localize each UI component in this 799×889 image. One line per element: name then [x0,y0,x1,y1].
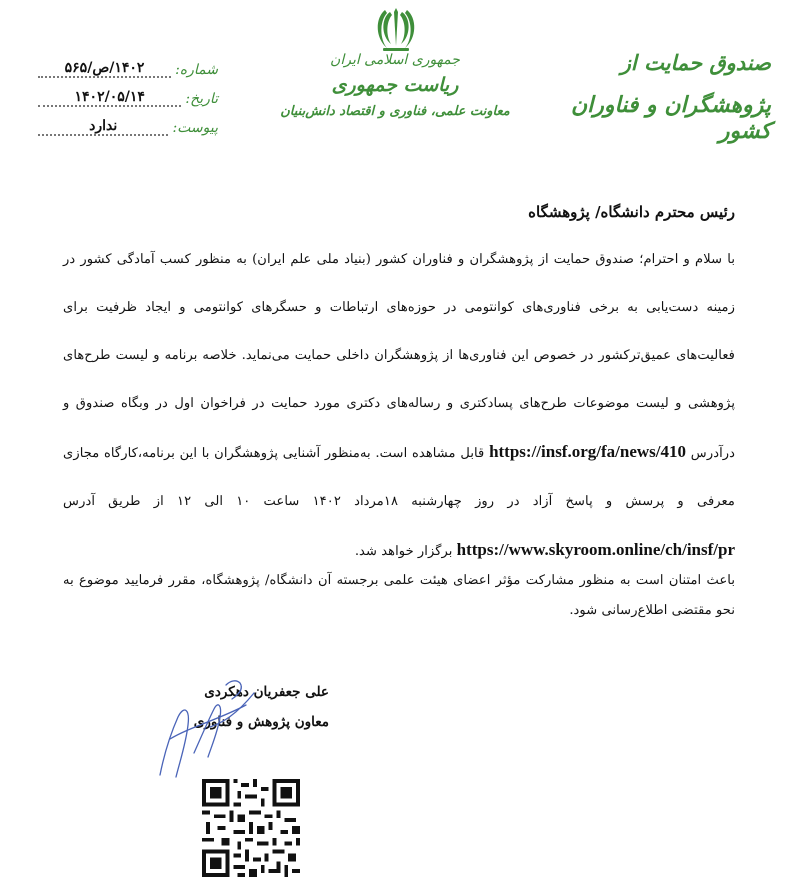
organization-name-line1: صندوق حمایت از [620,50,771,75]
letter-meta [38,55,218,136]
paragraph-text: با سلام و احترام؛ صندوق حمایت از پژوهشگران و فناوران کشور (بنیاد ملی علم ایران) به منظور کسب آمادگی کشور در زمینه دست‌یابی به برخی فناوری‌های کوانتومی در حوزه‌های ارتباطات و حسگرهای کوانتومی و ایجاد ظرفیت برای فعالیت‌های عمیق‌ترکشور در خصوص این فناوری‌ها از پژوهشگران داخلی حمایت می‌نماید. خلاصه برنامه و لیست طرح‌های پژوهشی و لیست موضوعات طرح‌های پسادکتری و رساله‌های دکتری مورد حمایت در فراخوان اول در وبگاه صندوق و درآدرس [63,252,735,461]
meta-date-row [38,84,218,107]
meta-date-value: ۱۴۰۲/۰۵/۱۴ [38,89,181,107]
meta-number-label: شماره: [175,62,218,78]
handwritten-signature [150,665,260,785]
meta-attachment-row [38,113,218,136]
qr-code [202,779,300,877]
letter-paragraph-1 [63,236,735,576]
meta-number-row [38,55,218,78]
government-line3: معاونت علمی، فناوری و اقتصاد دانش‌بنیان [280,104,510,119]
salutation: رئیس محترم دانشگاه/ پژوهشگاه [528,203,735,221]
paragraph-text: قابل مشاهده است. به‌منظور آشنایی پژوهشگران با این برنامه،کارگاه مجازی معرفی و پرسش و پاسخ آزاد در روز چهارشنبه ۱۸مرداد ۱۴۰۲ ساعت ۱۰ الی ۱۲ از طریق آدرس [63,446,735,509]
government-line2: ریاست جمهوری [331,74,459,96]
iran-emblem-icon [373,6,419,54]
signatory-title: معاون پژوهش و فناوری [193,714,329,730]
meta-attachment-label: پیوست: [172,120,218,136]
meta-attachment-value: ندارد [38,118,168,136]
meta-date-label: تاریخ: [185,91,218,107]
meta-number-value: ۱۴۰۲/ص/۵۶۵ [38,60,171,78]
government-line1: جمهوری اسلامی ایران [330,52,460,68]
news-link[interactable]: https://insf.org/fa/news/410 [489,442,686,461]
paragraph-text: برگزار خواهد شد. [354,544,453,559]
letter-paragraph-2: باعث امتنان است به منظور مشارکت مؤثر اعضای هیئت علمی برجسته آن دانشگاه/ پژوهشگاه، مقرر فرمایید موضوع به نحو مقتضی اطلاع‌رسانی شود. [63,573,735,618]
organization-name-line2: پژوهشگران و فناوران کشور [571,92,771,144]
signatory-name: علی جعفریان دهکردی [204,684,329,700]
skyroom-link[interactable]: https://www.skyroom.online/ch/insf/pr [456,540,735,559]
